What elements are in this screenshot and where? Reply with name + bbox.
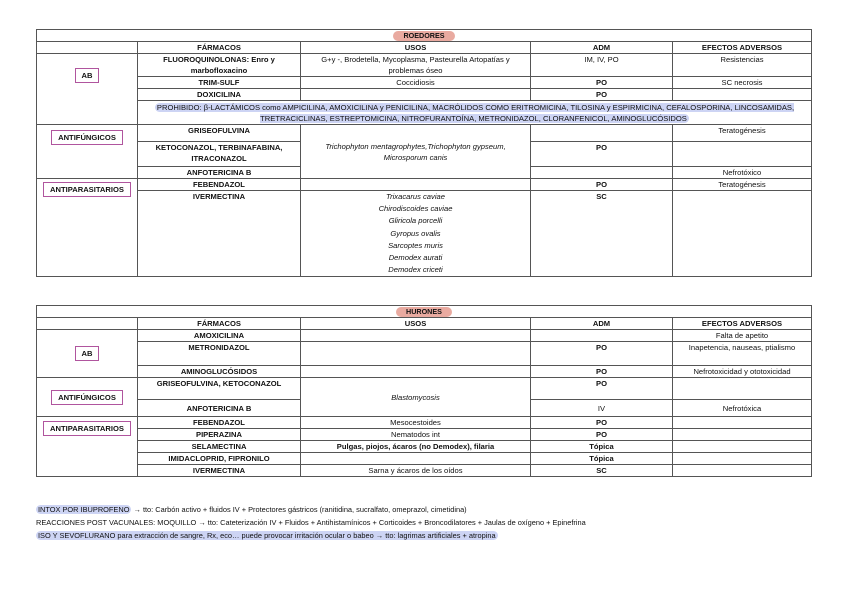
- adm-griseofulvina: [531, 125, 673, 142]
- drug-ivermectina: IVERMECTINA: [138, 191, 301, 277]
- adm-imidacloprid: Tópica: [531, 453, 673, 465]
- group-antifungicos-cell: [37, 378, 138, 417]
- efectos-ketoconazol: [673, 142, 812, 167]
- drug-febendazol: FEBENDAZOL: [138, 179, 301, 191]
- usos-ivermectina: [301, 191, 531, 277]
- usos-febendazol: [301, 179, 531, 191]
- header-farmacos: FÁRMACOS: [138, 318, 301, 330]
- drug-metronidazol: METRONIDAZOL: [138, 342, 301, 366]
- drug-ivermectina: IVERMECTINA: [138, 465, 301, 477]
- drug-griseofulvina-ketoconazol: GRISEOFULVINA, KETOCONAZOL: [138, 378, 301, 400]
- adm-fluoroquinolonas: IM, IV, PO: [531, 54, 673, 77]
- efectos-griseofulvina: Teratogénesis: [673, 125, 812, 142]
- prohibido-cell: [138, 101, 812, 125]
- parasite-item: Chirodiscoides caviae: [378, 204, 453, 214]
- adm-ketoconazol: PO: [531, 142, 673, 167]
- group-antifungicos-label: ANTIFÚNGICOS: [51, 130, 123, 145]
- drug-anfotericina: ANFOTERICINA B: [138, 167, 301, 179]
- efectos-febendazol: Teratogénesis: [673, 179, 812, 191]
- efectos-anfotericina: Nefrotóxico: [673, 167, 812, 179]
- drug-doxiciclina: DOXICILINA: [138, 89, 301, 101]
- note-reacciones: REACCIONES POST VACUNALES: MOQUILLO → tto: Cateterización IV + Fluidos + Antihistamínicos + Corticoides + Broncodilatores + Jaulas de oxígeno + Epinefrina: [36, 518, 586, 527]
- group-antiparasitarios-cell: [37, 417, 138, 477]
- adm-ivermectina: SC: [531, 191, 673, 277]
- adm-febendazol: PO: [531, 179, 673, 191]
- hurones-title: HURONES: [396, 307, 452, 317]
- note-intox-label: INTOX POR IBUPROFENO: [38, 505, 130, 514]
- group-antifungicos-cell: [37, 125, 138, 179]
- parasite-item: Demodex criceti: [388, 265, 443, 275]
- usos-trim-sulf: Coccidiosis: [301, 77, 531, 89]
- usos-febendazol: Mesocestoides: [301, 417, 531, 429]
- drug-selamectina: SELAMECTINA: [138, 441, 301, 453]
- efectos-anfotericina: Nefrotóxica: [673, 400, 812, 417]
- group-ab-cell: [37, 54, 138, 125]
- efectos-fluoroquinolonas: Resistencias: [673, 54, 812, 77]
- usos-piperazina: Nematodos int: [301, 429, 531, 441]
- header-adm: ADM: [531, 318, 673, 330]
- drug-ketoconazol: KETOCONAZOL, TERBINAFABINA, ITRACONAZOL: [138, 142, 301, 167]
- header-empty: [37, 42, 138, 54]
- efectos-trim-sulf: SC necrosis: [673, 77, 812, 89]
- adm-piperazina: PO: [531, 429, 673, 441]
- roedores-title: ROEDORES: [393, 31, 454, 41]
- efectos-doxiciclina: [673, 89, 812, 101]
- hurones-table: [36, 305, 812, 477]
- usos-fluoroquinolonas: G+y -, Brodetella, Mycoplasma, Pasteurella Artopatías y problemas óseo: [301, 54, 531, 77]
- usos-antifungicos: Trichophyton mentagrophytes,Trichophyton gypseum, Microsporum canis: [301, 125, 531, 179]
- efectos-ivermectina: [673, 465, 812, 477]
- usos-selamectina: Pulgas, piojos, ácaros (no Demodex), filaria: [301, 441, 531, 453]
- efectos-amoxicilina: Falta de apetito: [673, 330, 812, 342]
- header-adm: ADM: [531, 42, 673, 54]
- adm-anfotericina: IV: [531, 400, 673, 417]
- adm-aminoglucosidos: PO: [531, 366, 673, 378]
- adm-selamectina: Tópica: [531, 441, 673, 453]
- adm-doxiciclina: PO: [531, 89, 673, 101]
- note-intox-text: → tto: Carbón activo + fluidos IV + Protectores gástricos (ranitidina, sucralfato, omeprazol, cimetidina): [133, 505, 467, 514]
- group-ab-label: AB: [75, 346, 100, 361]
- note-iso-text: ISO Y SEVOFLURANO para extracción de sangre, Rx, eco… puede provocar irritación ocular o babeo → tto: lagrimas artificiales + atropina: [38, 531, 496, 540]
- usos-aminoglucosidos: [301, 366, 531, 378]
- adm-metronidazol: PO: [531, 342, 673, 366]
- note-intox: [36, 503, 586, 516]
- notes-section: [36, 503, 586, 542]
- efectos-imidacloprid: [673, 453, 812, 465]
- drug-trim-sulf: TRIM-SULF: [138, 77, 301, 89]
- usos-doxiciclina: [301, 89, 531, 101]
- group-ab-cell: [37, 330, 138, 378]
- drug-griseofulvina: GRISEOFULVINA: [138, 125, 301, 142]
- header-usos: USOS: [301, 42, 531, 54]
- parasite-item: Gyropus ovalis: [390, 228, 441, 238]
- parasite-item: Sarcoptes muris: [388, 240, 443, 250]
- header-efectos: EFECTOS ADVERSOS: [673, 318, 812, 330]
- usos-antifungicos: Blastomycosis: [301, 378, 531, 417]
- header-usos: USOS: [301, 318, 531, 330]
- note-iso: [36, 529, 586, 542]
- drug-imidacloprid: IMIDACLOPRID, FIPRONILO: [138, 453, 301, 465]
- prohibido-text: PROHIBIDO: β-LACTÁMICOS como AMPICILINA, AMOXICILINA y PENICILINA, MACRÓLIDOS COMO ERITROMICINA, TILOSINA y ESPIRMICINA, CEFALOSPORINA, LINCOSAMIDAS, TRETRACICLINAS, ESTREPTOMICINA, NITROFURANTOÍNA, METRONIDAZOL, CLORANFENICOL, AMINOGLUCÓSIDOS: [156, 102, 795, 123]
- group-antifungicos-label: ANTIFÚNGICOS: [51, 390, 123, 405]
- efectos-febendazol: [673, 417, 812, 429]
- roedores-title-cell: [37, 30, 812, 42]
- drug-piperazina: PIPERAZINA: [138, 429, 301, 441]
- usos-imidacloprid: [301, 453, 531, 465]
- header-efectos: EFECTOS ADVERSOS: [673, 42, 812, 54]
- group-antiparasitarios-label: ANTIPARASITARIOS: [43, 182, 131, 197]
- hurones-title-cell: [37, 306, 812, 318]
- parasite-item: Gliricola porcelli: [388, 216, 443, 226]
- adm-anfotericina: [531, 167, 673, 179]
- efectos-griseofulvina-ketoconazol: [673, 378, 812, 400]
- drug-fluoroquinolonas: FLUOROQUINOLONAS: Enro y marbofloxacino: [138, 54, 301, 77]
- drug-amoxicilina: AMOXICILINA: [138, 330, 301, 342]
- adm-febendazol: PO: [531, 417, 673, 429]
- parasite-item: Demodex aurati: [388, 253, 443, 263]
- group-antiparasitarios-cell: [37, 179, 138, 277]
- usos-metronidazol: [301, 342, 531, 366]
- drug-anfotericina: ANFOTERICINA B: [138, 400, 301, 417]
- group-antiparasitarios-label: ANTIPARASITARIOS: [43, 421, 131, 436]
- efectos-selamectina: [673, 441, 812, 453]
- efectos-aminoglucosidos: Nefrotoxicidad y ototoxicidad: [673, 366, 812, 378]
- drug-aminoglucosidos: AMINOGLUCÓSIDOS: [138, 366, 301, 378]
- adm-amoxicilina: [531, 330, 673, 342]
- efectos-piperazina: [673, 429, 812, 441]
- roedores-table: [36, 29, 812, 277]
- usos-ivermectina: Sarna y ácaros de los oídos: [301, 465, 531, 477]
- header-empty: [37, 318, 138, 330]
- efectos-metronidazol: Inapetencia, nauseas, ptialismo: [673, 342, 812, 366]
- header-farmacos: FÁRMACOS: [138, 42, 301, 54]
- usos-amoxicilina: [301, 330, 531, 342]
- parasite-item: Trixacarus caviae: [386, 192, 445, 201]
- group-ab-label: AB: [75, 68, 100, 83]
- adm-griseofulvina-ketoconazol: PO: [531, 378, 673, 400]
- adm-ivermectina: SC: [531, 465, 673, 477]
- drug-febendazol: FEBENDAZOL: [138, 417, 301, 429]
- adm-trim-sulf: PO: [531, 77, 673, 89]
- efectos-ivermectina: [673, 191, 812, 277]
